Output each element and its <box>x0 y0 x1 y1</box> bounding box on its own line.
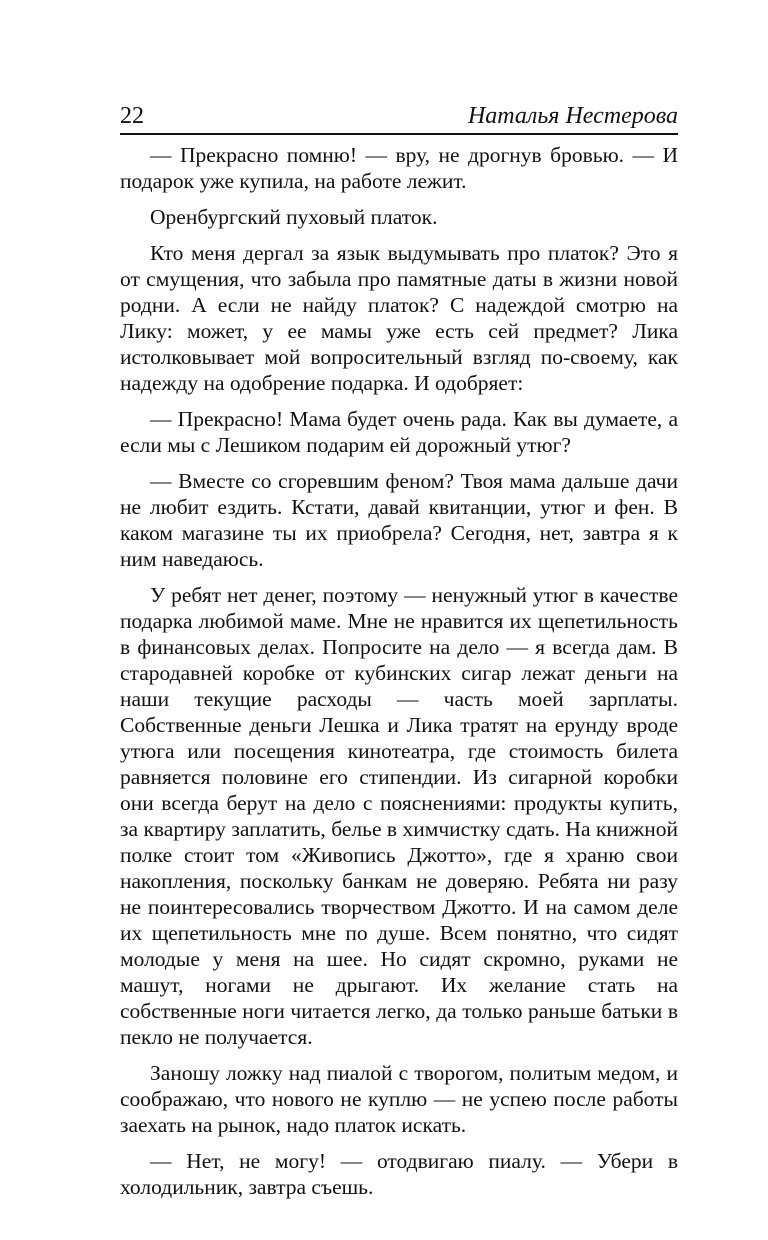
page-header <box>120 100 678 132</box>
page-number: 22 <box>120 103 144 129</box>
paragraph-8: — Нет, не могу! — отодвигаю пиалу. — Убери в холодильник, завтра съешь. <box>120 1149 678 1199</box>
paragraph-7: Заношу ложку над пиалой с творогом, политым медом, и соображаю, что нового не куплю — не успею после работы заехать на рынок, надо платок искать. <box>120 1061 678 1137</box>
paragraph-3: Кто меня дергал за язык выдумывать про платок? Это я от смущения, что забыла про памятные даты в жизни новой родни. А если не найду платок? С надеждой смотрю на Лику: может, у ее мамы уже есть сей предмет? Лика истолковывает мой вопросительный взгляд по-своему, как надежду на одобрение подарка. И одобряет: <box>120 241 678 395</box>
paragraph-6: У ребят нет денег, поэтому — ненужный утюг в качестве подарка любимой маме. Мне не нравится их щепетильность в финансовых делах. Попросите на дело — я всегда дам. В стародавней коробке от кубинских сигар лежат деньги на наши текущие расходы — часть моей зарплаты. Собственные деньги Лешка и Лика тратят на ерунду вроде утюга или посещения кинотеатра, где стоимость билета равняется половине его стипендии. Из сигарной коробки они всегда берут на дело с пояснениями: продукты купить, за квартиру заплатить, белье в химчистку сдать. На книжной полке стоит том «Живопись Джотто», где я храню свои накопления, поскольку банкам не доверяю. Ребята ни разу не поинтересовались творчеством Джотто. И на самом деле их щепетильность мне по душе. Всем понятно, что сидят молодые у меня на шее. Но сидят скромно, руками не машут, ногами не дрыгают. Их желание стать на собственные ноги читается легко, да только раньше батьки в пекло не получается. <box>120 583 678 1049</box>
running-title: Наталья Нестерова <box>467 103 678 129</box>
paragraph-5: — Вместе со сгоревшим феном? Твоя мама дальше дачи не любит ездить. Кстати, давай квитанции, утюг и фен. В каком магазине ты их приобрела? Сегодня, нет, завтра я к ним наведаюсь. <box>120 469 678 571</box>
text-body <box>120 142 678 1200</box>
paragraph-1: — Прекрасно помню! — вру, не дрогнув бровью. — И подарок уже купила, на работе лежит. <box>120 143 678 193</box>
paragraph-4: — Прекрасно! Мама будет очень рада. Как вы думаете, а если мы с Лешиком подарим ей дорожный утюг? <box>120 407 678 457</box>
paragraph-2: Оренбургский пуховый платок. <box>150 205 438 229</box>
header-rule <box>120 133 678 135</box>
